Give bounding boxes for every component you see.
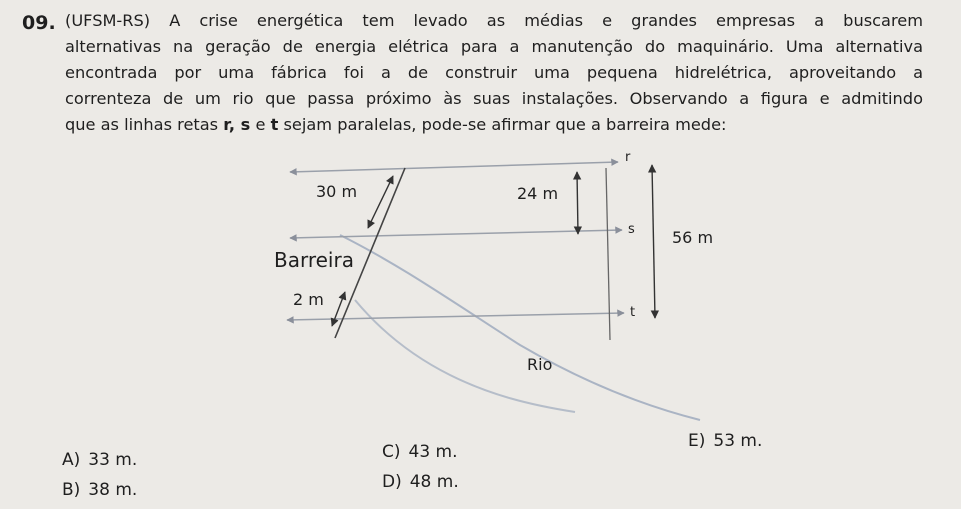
option-c-text: 43 m. <box>408 442 458 462</box>
question-line-1: (UFSM-RS) A crise energética tem levado as médias e grandes empresas a buscarem <box>65 11 923 30</box>
option-b-letter: B) <box>62 480 81 500</box>
option-b[interactable] <box>62 480 137 500</box>
label-barreira: Barreira <box>274 248 354 272</box>
option-c-letter: C) <box>382 442 401 462</box>
option-c[interactable] <box>382 442 458 462</box>
line-t <box>287 313 624 320</box>
option-e-text: 53 m. <box>713 431 763 451</box>
question-line-5-start: que as linhas retas <box>65 115 224 134</box>
option-d[interactable] <box>382 472 459 492</box>
label-line-r: r <box>625 150 631 165</box>
question-line-4: correnteza de um rio que passa próximo às suas instalações. Observando a figura e admitindo <box>65 89 923 108</box>
line-s <box>290 230 622 238</box>
question-line-2: alternativas na geração de energia elétrica para a manutenção do maquinário. Uma alternativa <box>65 37 923 56</box>
line-r <box>290 162 618 172</box>
label-rio: Rio <box>527 355 553 374</box>
var-s: s <box>235 115 251 134</box>
var-r: r, <box>223 115 236 134</box>
river-bank-upper <box>340 235 700 420</box>
arrow-24m <box>577 172 578 234</box>
option-a[interactable] <box>62 450 137 470</box>
arrow-56m <box>652 165 655 318</box>
arrow-2m <box>332 292 345 326</box>
var-t: t <box>270 115 279 134</box>
question-line-5-mid: e <box>250 115 271 134</box>
question-line-5-end: sejam paralelas, pode-se afirmar que a barreira mede: <box>278 115 727 134</box>
label-30m: 30 m <box>316 182 358 201</box>
label-line-s: s <box>628 222 635 237</box>
option-a-text: 33 m. <box>88 450 138 470</box>
label-line-t: t <box>630 305 636 320</box>
arrow-30m <box>368 176 393 228</box>
label-56m: 56 m <box>672 228 714 247</box>
option-d-text: 48 m. <box>409 472 459 492</box>
option-b-text: 38 m. <box>88 480 138 500</box>
label-24m: 24 m <box>517 184 559 203</box>
label-2m: 2 m <box>293 290 324 309</box>
vertical-guide <box>606 168 610 340</box>
option-e-letter: E) <box>688 431 706 451</box>
question-line-3: encontrada por uma fábrica foi a de construir uma pequena hidrelétrica, aproveitando a <box>65 63 923 82</box>
question-number: 09. <box>22 12 56 34</box>
option-d-letter: D) <box>382 472 402 492</box>
option-a-letter: A) <box>62 450 81 470</box>
option-e[interactable] <box>688 431 762 451</box>
